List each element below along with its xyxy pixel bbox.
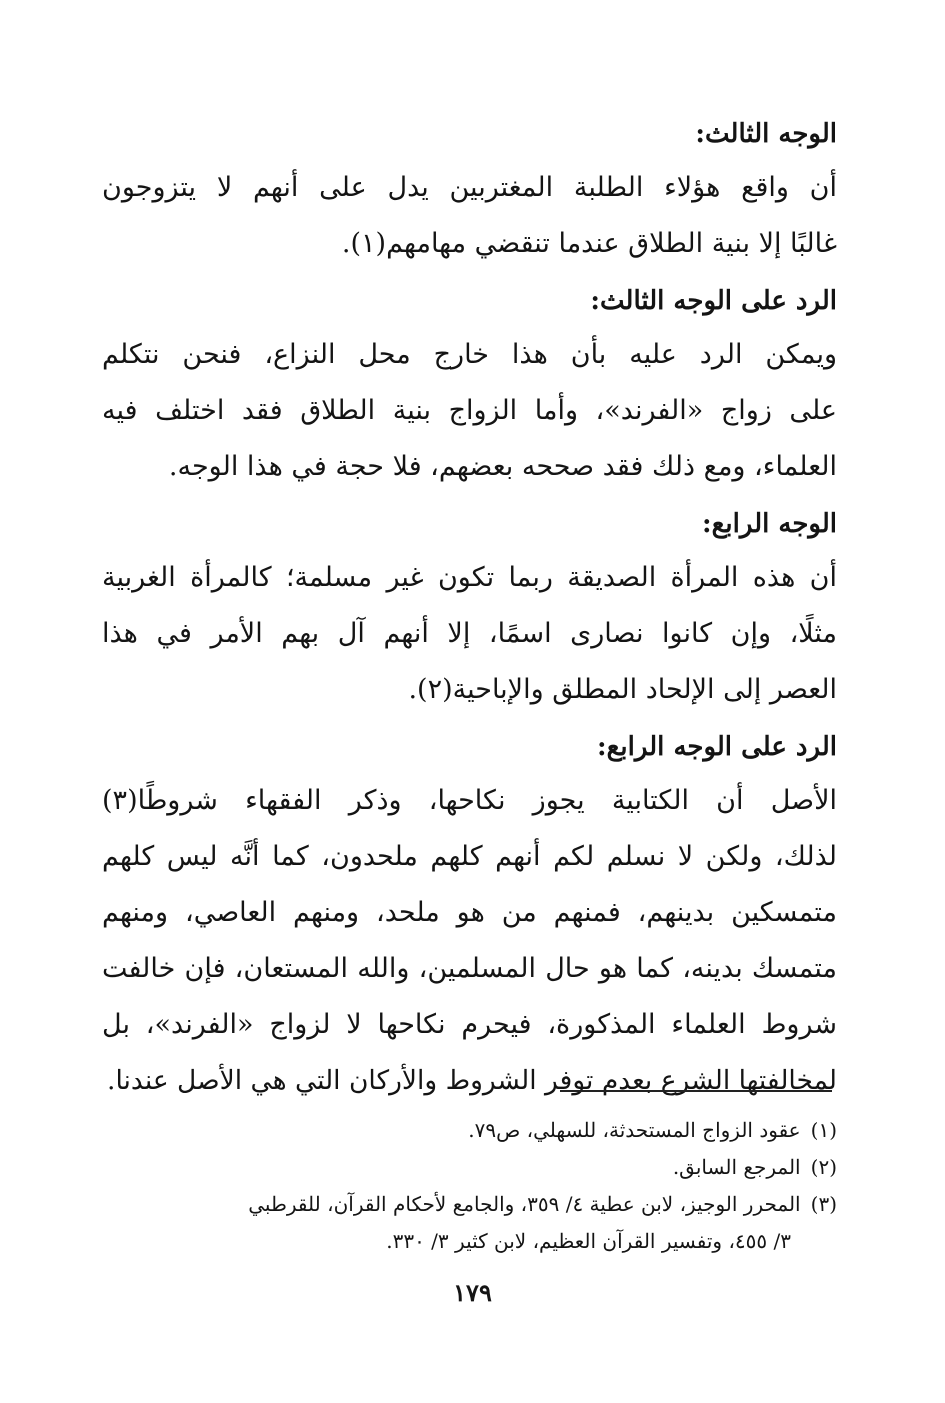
text-line: مثلًا، وإن كانوا نصارى اسمًا، إلا أنهم آل بهم الأمر في هذا — [102, 618, 837, 649]
footnote-number: (٣) — [810, 1192, 837, 1216]
text-line: لذلك، ولكن لا نسلم لكم أنهم كلهم ملحدون، كما أنَّه ليس كلهم — [102, 841, 837, 872]
section-fourth-aspect — [102, 498, 837, 718]
footnote-2 — [102, 1149, 837, 1186]
footnote-1 — [102, 1112, 837, 1149]
paragraph — [102, 550, 837, 718]
text-line: العلماء، ومع ذلك فقد صححه بعضهم، فلا حجة في هذا الوجه. — [168, 451, 837, 482]
paragraph — [102, 773, 837, 1109]
footnote-text: المرجع السابق. — [672, 1155, 801, 1179]
footnote-number: (٢) — [810, 1155, 837, 1179]
paragraph — [102, 160, 837, 272]
section-heading: الوجه الثالث: — [695, 119, 837, 149]
text-line: ويمكن الرد عليه بأن هذا خارج محل النزاع، فنحن نتكلم — [102, 339, 837, 370]
footnote-text: ٣/ ٤٥٥، وتفسير القرآن العظيم، لابن كثير ٣/ ٣٣٠. — [386, 1229, 791, 1253]
footnote-number: (١) — [810, 1118, 837, 1142]
section-heading: الرد على الوجه الثالث: — [590, 286, 837, 316]
section-reply-third-aspect — [102, 275, 837, 495]
footnote-divider — [560, 1090, 832, 1092]
page-number: ١٧٩ — [453, 1278, 492, 1307]
text-line: أن واقع هؤلاء الطلبة المغتربين يدل على أنهم لا يتزوجون — [102, 172, 837, 203]
text-line: على زواج «الفرند»، وأما الزواج بنية الطلاق فقد اختلف فيه — [102, 395, 837, 426]
section-third-aspect — [102, 108, 837, 272]
text-line: متمسك بدينه، كما هو حال المسلمين، والله المستعان، فإن خالفت — [102, 953, 837, 984]
text-line: غالبًا إلا بنية الطلاق عندما تنقضي مهامهم(١). — [341, 228, 837, 259]
footnote-3 — [102, 1186, 837, 1223]
text-line: أن هذه المرأة الصديقة ربما تكون غير مسلمة؛ كالمرأة الغربية — [102, 562, 837, 593]
section-heading: الوجه الرابع: — [701, 509, 837, 539]
footnotes — [102, 1112, 837, 1260]
text-line: الأصل أن الكتابية يجوز نكاحها، وذكر الفقهاء شروطًا(٣) — [102, 785, 837, 816]
section-reply-fourth-aspect — [102, 721, 837, 1109]
footnote-text: عقود الزواج المستحدثة، للسهلي، ص٧٩. — [468, 1118, 801, 1142]
text-line: العصر إلى الإلحاد المطلق والإباحية(٢). — [408, 674, 837, 705]
footnote-3-continuation — [102, 1223, 837, 1260]
section-heading: الرد على الوجه الرابع: — [597, 732, 837, 762]
text-line: لمخالفتها الشرع بعدم توفر الشروط والأركان التي هي الأصل عندنا. — [107, 1065, 837, 1096]
text-line: متمسكين بدينهم، فمنهم من هو ملحد، ومنهم العاصي، ومنهم — [102, 897, 837, 928]
page-body — [102, 108, 837, 1112]
paragraph — [102, 327, 837, 495]
footnote-text: المحرر الوجيز، لابن عطية ٤/ ٣٥٩، والجامع لأحكام القرآن، للقرطبي — [248, 1192, 801, 1216]
text-line: شروط العلماء المذكورة، فيحرم نكاحها لا لزواج «الفرند»، بل — [102, 1009, 837, 1040]
